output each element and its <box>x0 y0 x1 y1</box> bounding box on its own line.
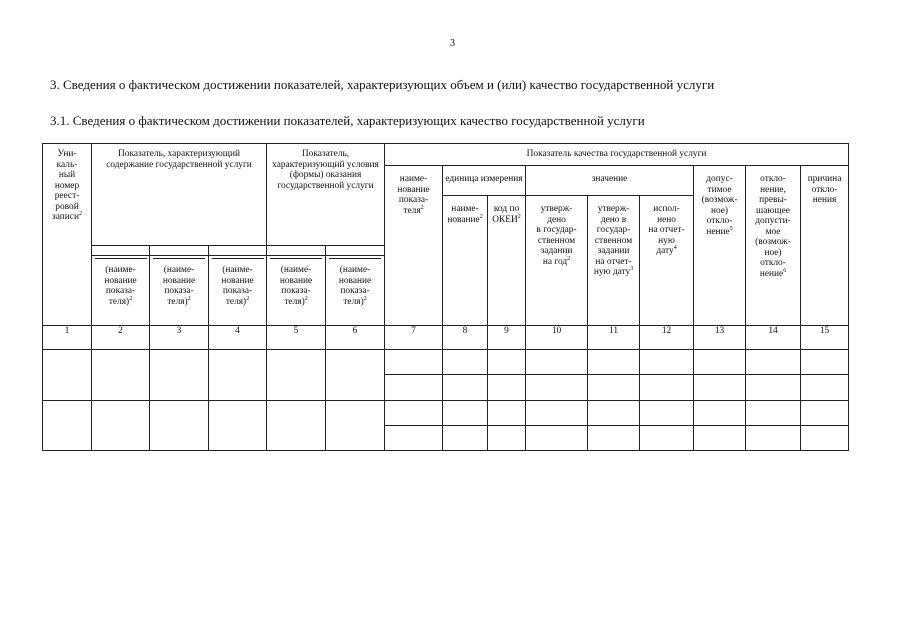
column-number-2: 2 <box>92 326 150 350</box>
column-number-3: 3 <box>150 326 209 350</box>
header-exceeding-deviation: откло- нение, превы- шающее допусти- мое (возмож- ное) откло- нение$^6$ <box>746 166 801 326</box>
column-number-8: 8 <box>443 326 488 350</box>
table-row <box>43 401 849 426</box>
column-number-1: 1 <box>43 326 92 350</box>
column-number-15: 15 <box>801 326 849 350</box>
quality-indicators-table <box>42 143 849 451</box>
header-unit: единица измерения <box>443 166 526 196</box>
header-content-subname-2: (наиме- нование показа- теля)$^2$ <box>150 256 209 326</box>
header-approved-year: утверж- дено в государ- ственном задании на год$^2$ <box>526 196 588 326</box>
header-registry-number: Уни- каль- ный номер реест- ровой записи$^2$ <box>43 144 92 326</box>
header-unit-name: наиме- нование$^2$ <box>443 196 488 326</box>
header-executed: испол- нено на отчет- ную дату$^4$ <box>640 196 694 326</box>
header-conditions-indicator: Показатель, характеризующий условия (формы) оказания государственной услуги <box>267 144 385 246</box>
footnote-marker: 2 <box>78 211 82 218</box>
footnote-marker: 6 <box>783 267 787 274</box>
header-deviation-reason: причина откло- нения <box>801 166 849 326</box>
section-title: 3. Сведения о фактическом достижении показателей, характеризующих объем и (или) качество государственной услуги <box>50 77 715 92</box>
table-row <box>43 350 849 375</box>
column-number-14: 14 <box>746 326 801 350</box>
page-number: 3 <box>450 38 455 49</box>
header-content-subname-1: (наиме- нование показа- теля)$^2$ <box>92 256 150 326</box>
column-number-9: 9 <box>488 326 526 350</box>
header-allowed-deviation: допус- тимое (возмож- ное) откло- нение$^5$ <box>694 166 746 326</box>
footnote-marker: 2 <box>363 295 367 302</box>
footnote-marker: 2 <box>304 295 308 302</box>
footnote-marker: 2 <box>479 213 483 220</box>
footnote-marker: 2 <box>567 255 571 262</box>
footnote-marker: 2 <box>246 295 250 302</box>
column-number-13: 13 <box>694 326 746 350</box>
header-indicator-name: наиме- нование показа- теля$^2$ <box>385 166 443 326</box>
header-approved-date: утверж- дено в государ- ственном задании на отчет- ную дату$^3$ <box>588 196 640 326</box>
header-content-subname-3: (наиме- нование показа- теля)$^2$ <box>209 256 267 326</box>
column-number-5: 5 <box>267 326 326 350</box>
column-number-7: 7 <box>385 326 443 350</box>
column-number-11: 11 <box>588 326 640 350</box>
column-number-4: 4 <box>209 326 267 350</box>
footnote-marker: 2 <box>129 295 133 302</box>
header-conditions-subname-2: (наиме- нование показа- теля)$^2$ <box>326 256 385 326</box>
column-number-6: 6 <box>326 326 385 350</box>
footnote-marker: 4 <box>673 245 677 251</box>
header-value: значение <box>526 166 694 196</box>
header-okei-code: код по ОКЕИ$^2$ <box>488 196 526 326</box>
footnote-marker: 5 <box>729 225 733 232</box>
header-content-indicator: Показатель, характеризующий содержание государственной услуги <box>92 144 267 246</box>
header-quality-indicator: Показатель качества государственной услуги <box>385 144 849 166</box>
footnote-marker: 3 <box>630 266 634 273</box>
column-number-12: 12 <box>640 326 694 350</box>
footnote-marker: 2 <box>517 213 521 220</box>
subsection-title: 3.1. Сведения о фактическом достижении показателей, характеризующих качество государственной услуги <box>50 113 645 128</box>
header-conditions-subname-1: (наиме- нование показа- теля)$^2$ <box>267 256 326 326</box>
column-numbers-row <box>43 326 849 350</box>
footnote-marker: 2 <box>420 204 424 211</box>
column-number-10: 10 <box>526 326 588 350</box>
footnote-marker: 2 <box>187 295 191 302</box>
